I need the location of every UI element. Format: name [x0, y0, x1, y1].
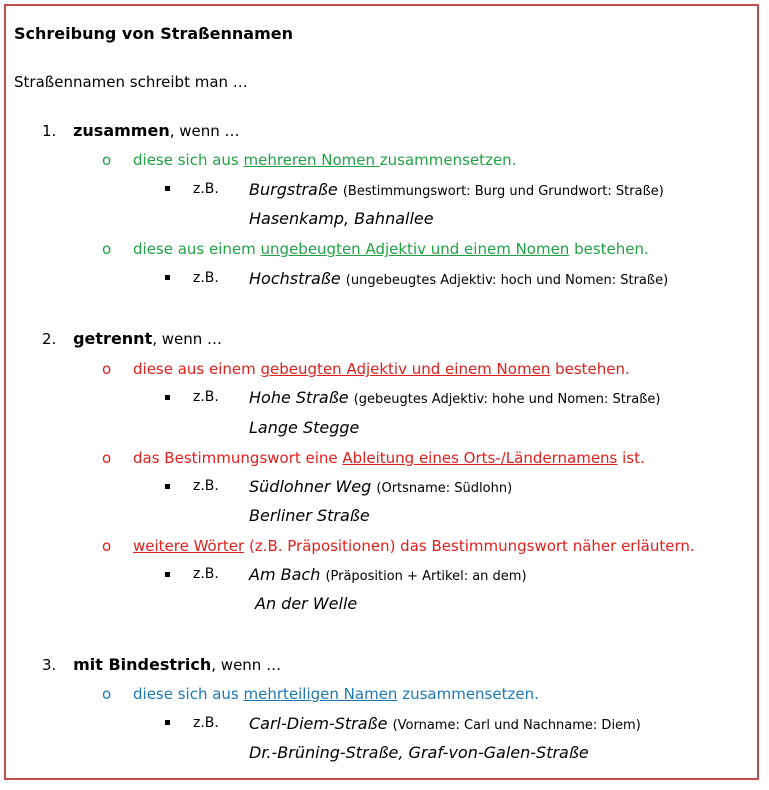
example-line: Südlohner Weg (Ortsname: Südlohn) [249, 477, 513, 496]
section-tail: , wenn … [152, 330, 223, 348]
example-line: Burgstraße (Bestimmungswort: Burg und Grundwort: Straße) [249, 180, 664, 199]
section-number: 3. [42, 656, 57, 674]
example-label: z.B. [193, 715, 219, 731]
bullet-circle: o [102, 685, 112, 703]
bullet-circle: o [102, 449, 112, 467]
bullet-circle: o [102, 360, 112, 378]
section-heading-3 [42, 655, 281, 674]
bullet-square [165, 186, 170, 191]
section-heading-2 [42, 329, 222, 348]
bullet-circle: o [102, 537, 112, 555]
section-keyword: getrennt [73, 329, 153, 348]
bullet-square [165, 395, 170, 400]
example-line: Hochstraße (ungebeugtes Adjektiv: hoch und Nomen: Straße) [249, 269, 669, 288]
bullet-circle: o [102, 151, 112, 169]
section-tail: , wenn … [169, 122, 240, 140]
example-label: z.B. [193, 566, 219, 582]
rule-text: diese aus einem gebeugten Adjektiv und einem Nomen bestehen. [133, 360, 630, 378]
example-label: z.B. [193, 389, 219, 405]
example-names: Lange Stegge [249, 418, 360, 437]
example-line: Am Bach (Präposition + Artikel: an dem) [249, 565, 527, 584]
rule-text: diese sich aus mehrteiligen Namen zusammensetzen. [133, 685, 539, 703]
example-names: Berliner Straße [249, 506, 370, 525]
page-title: Schreibung von Straßennamen [14, 24, 293, 43]
example-names: Dr.-Brüning-Straße, Graf-von-Galen-Straße [249, 743, 589, 762]
bullet-square [165, 275, 170, 280]
section-heading-1 [42, 121, 240, 140]
bullet-square [165, 572, 170, 577]
rule-text: diese sich aus mehreren Nomen zusammensetzen. [133, 151, 517, 169]
intro-text: Straßennamen schreibt man … [14, 73, 248, 91]
section-tail: , wenn … [211, 656, 282, 674]
example-label: z.B. [193, 181, 219, 197]
example-label: z.B. [193, 478, 219, 494]
example-line: Carl-Diem-Straße (Vorname: Carl und Nachname: Diem) [249, 714, 641, 733]
example-names: Hasenkamp, Bahnallee [249, 209, 434, 228]
section-number: 1. [42, 122, 57, 140]
section-number: 2. [42, 330, 57, 348]
rule-text: diese aus einem ungebeugten Adjektiv und einem Nomen bestehen. [133, 240, 649, 258]
bullet-square [165, 484, 170, 489]
rule-text: weitere Wörter (z.B. Präpositionen) das Bestimmungswort näher erläutern. [133, 537, 695, 555]
section-keyword: mit Bindestrich [73, 655, 212, 674]
section-keyword: zusammen [73, 121, 170, 140]
bullet-square [165, 720, 170, 725]
example-line: Hohe Straße (gebeugtes Adjektiv: hohe und Nomen: Straße) [249, 388, 661, 407]
bullet-circle: o [102, 240, 112, 258]
example-names: An der Welle [255, 594, 358, 613]
rule-text: das Bestimmungswort eine Ableitung eines Orts-/Ländernamens ist. [133, 449, 645, 467]
example-label: z.B. [193, 270, 219, 286]
